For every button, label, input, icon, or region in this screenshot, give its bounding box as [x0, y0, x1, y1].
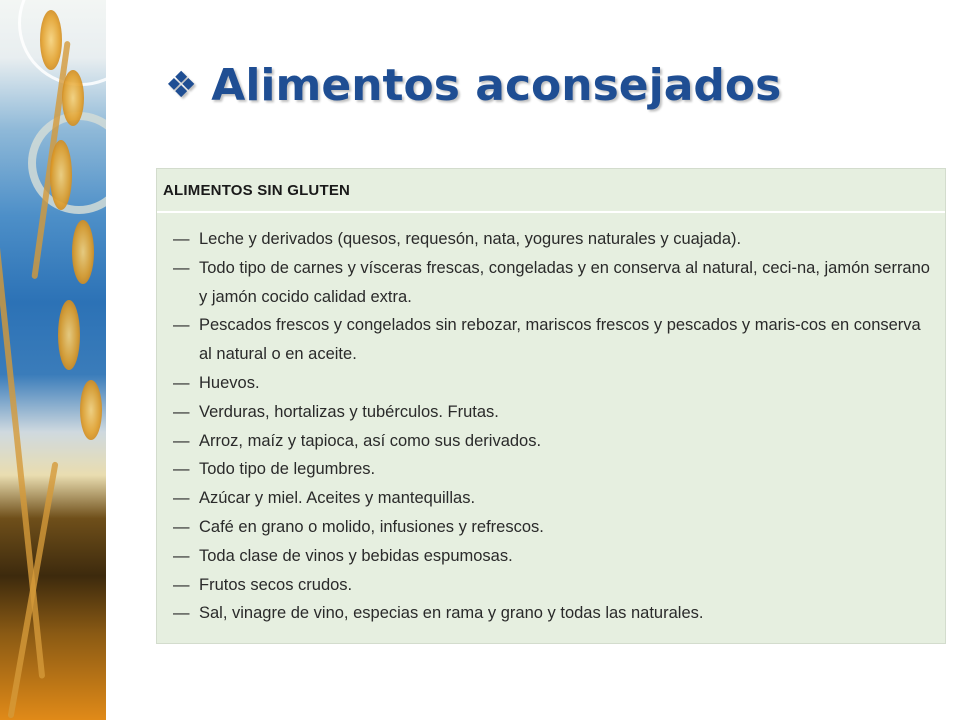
list-item-text: Verduras, hortalizas y tubérculos. Frutas.: [199, 402, 499, 421]
list-item-text: Todo tipo de carnes y vísceras frescas, congeladas y en conserva al natural, ceci-na, jamón serrano y jamón cocido calidad extra.: [199, 258, 930, 306]
dash-marker: —: [173, 431, 190, 450]
list-item-text: Arroz, maíz y tapioca, así como sus derivados.: [199, 431, 542, 450]
list-item: [173, 398, 935, 427]
list-item-text: Frutos secos crudos.: [199, 575, 353, 594]
list-item-text: Café en grano o molido, infusiones y refrescos.: [199, 517, 544, 536]
dash-marker: —: [173, 258, 190, 277]
dash-marker: —: [173, 517, 190, 536]
dash-marker: —: [173, 230, 190, 248]
gluten-free-table: [156, 168, 946, 644]
wheat-decoration-image: [0, 0, 106, 720]
food-list: [157, 213, 945, 628]
slide-title: [165, 60, 781, 111]
dash-marker: —: [173, 316, 190, 335]
list-item-text: Pescados frescos y congelados sin rebozar, mariscos frescos y pescados y maris-cos en conserva al natural o en aceite.: [199, 316, 921, 364]
dash-marker: —: [173, 604, 190, 623]
dash-marker: —: [173, 402, 190, 421]
dash-marker: —: [173, 575, 190, 594]
list-item-text: Huevos.: [199, 373, 260, 392]
list-item: [173, 254, 935, 312]
dash-marker: —: [173, 373, 190, 392]
list-item: [173, 542, 935, 571]
table-header: ALIMENTOS SIN GLUTEN: [157, 169, 945, 213]
list-item: [173, 571, 935, 600]
list-item: [173, 369, 935, 398]
dash-marker: —: [173, 546, 190, 565]
dash-marker: —: [173, 489, 190, 508]
list-item: [173, 455, 935, 484]
list-item: [173, 599, 935, 628]
list-item: [173, 513, 935, 542]
list-item: [173, 225, 935, 254]
list-item: [173, 311, 935, 369]
list-item: [173, 484, 935, 513]
slide-title-text: Alimentos aconsejados: [211, 60, 782, 111]
list-item-text: Toda clase de vinos y bebidas espumosas.: [199, 546, 513, 565]
list-item-text: Azúcar y miel. Aceites y mantequillas.: [199, 489, 476, 508]
list-item-text: Sal, vinagre de vino, especias en rama y grano y todas las naturales.: [199, 604, 704, 623]
dash-marker: —: [173, 460, 190, 479]
list-item-text: Leche y derivados (quesos, requesón, nata, yogures naturales y cuajada).: [199, 230, 742, 248]
list-item-text: Todo tipo de legumbres.: [199, 460, 376, 479]
list-item: [173, 427, 935, 456]
diamond-cluster-icon: ❖: [165, 65, 198, 106]
